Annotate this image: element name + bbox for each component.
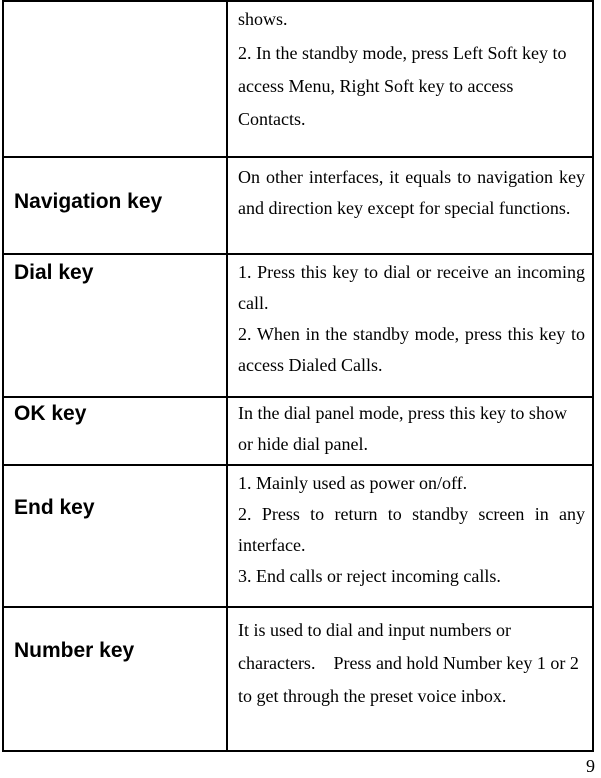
key-description-cell — [227, 465, 593, 607]
description-paragraph: 1. Press this key to dial or receive an incoming call. — [238, 262, 585, 313]
key-name: Dial key — [14, 261, 94, 284]
table-row — [3, 397, 593, 465]
key-description-cell — [227, 1, 593, 157]
key-name-cell — [3, 1, 227, 157]
key-description-cell — [227, 157, 593, 254]
key-name-cell — [3, 465, 227, 607]
key-description-cell — [227, 607, 593, 751]
description-paragraph: In the dial panel mode, press this key to show or hide dial panel. — [238, 403, 567, 454]
description-paragraph: shows. — [238, 9, 288, 29]
description-paragraph: On other interfaces, it equals to navigation key and direction key except for special functions. — [238, 167, 585, 218]
description-paragraph: 3. End calls or reject incoming calls. — [238, 566, 501, 586]
key-name-cell — [3, 607, 227, 751]
table-row — [3, 465, 593, 607]
table-row — [3, 607, 593, 751]
key-name: OK key — [14, 402, 87, 425]
description-paragraph: 1. Mainly used as power on/off. — [238, 473, 468, 493]
key-name: End key — [14, 496, 95, 519]
description-paragraph: 2. Press to return to standby screen in any interface. — [238, 504, 585, 555]
table-row — [3, 157, 593, 254]
table-row — [3, 1, 593, 157]
key-name-cell — [3, 254, 227, 397]
key-name-cell — [3, 397, 227, 465]
description-paragraph: 2. When in the standby mode, press this key to access Dialed Calls. — [238, 324, 585, 375]
page-number: 9 — [586, 756, 595, 776]
description-paragraph: 2. In the standby mode, press Left Soft key to access Menu, Right Soft key to access Contacts. — [238, 43, 567, 129]
table-row — [3, 254, 593, 397]
key-name: Navigation key — [14, 189, 163, 213]
key-function-table — [2, 0, 594, 752]
key-name: Number key — [14, 639, 135, 662]
key-name-cell — [3, 157, 227, 254]
description-paragraph: It is used to dial and input numbers or characters. Press and hold Number key 1 or 2 to get through the preset voice inbox. — [238, 620, 579, 706]
key-description-cell — [227, 254, 593, 397]
key-description-cell — [227, 397, 593, 465]
